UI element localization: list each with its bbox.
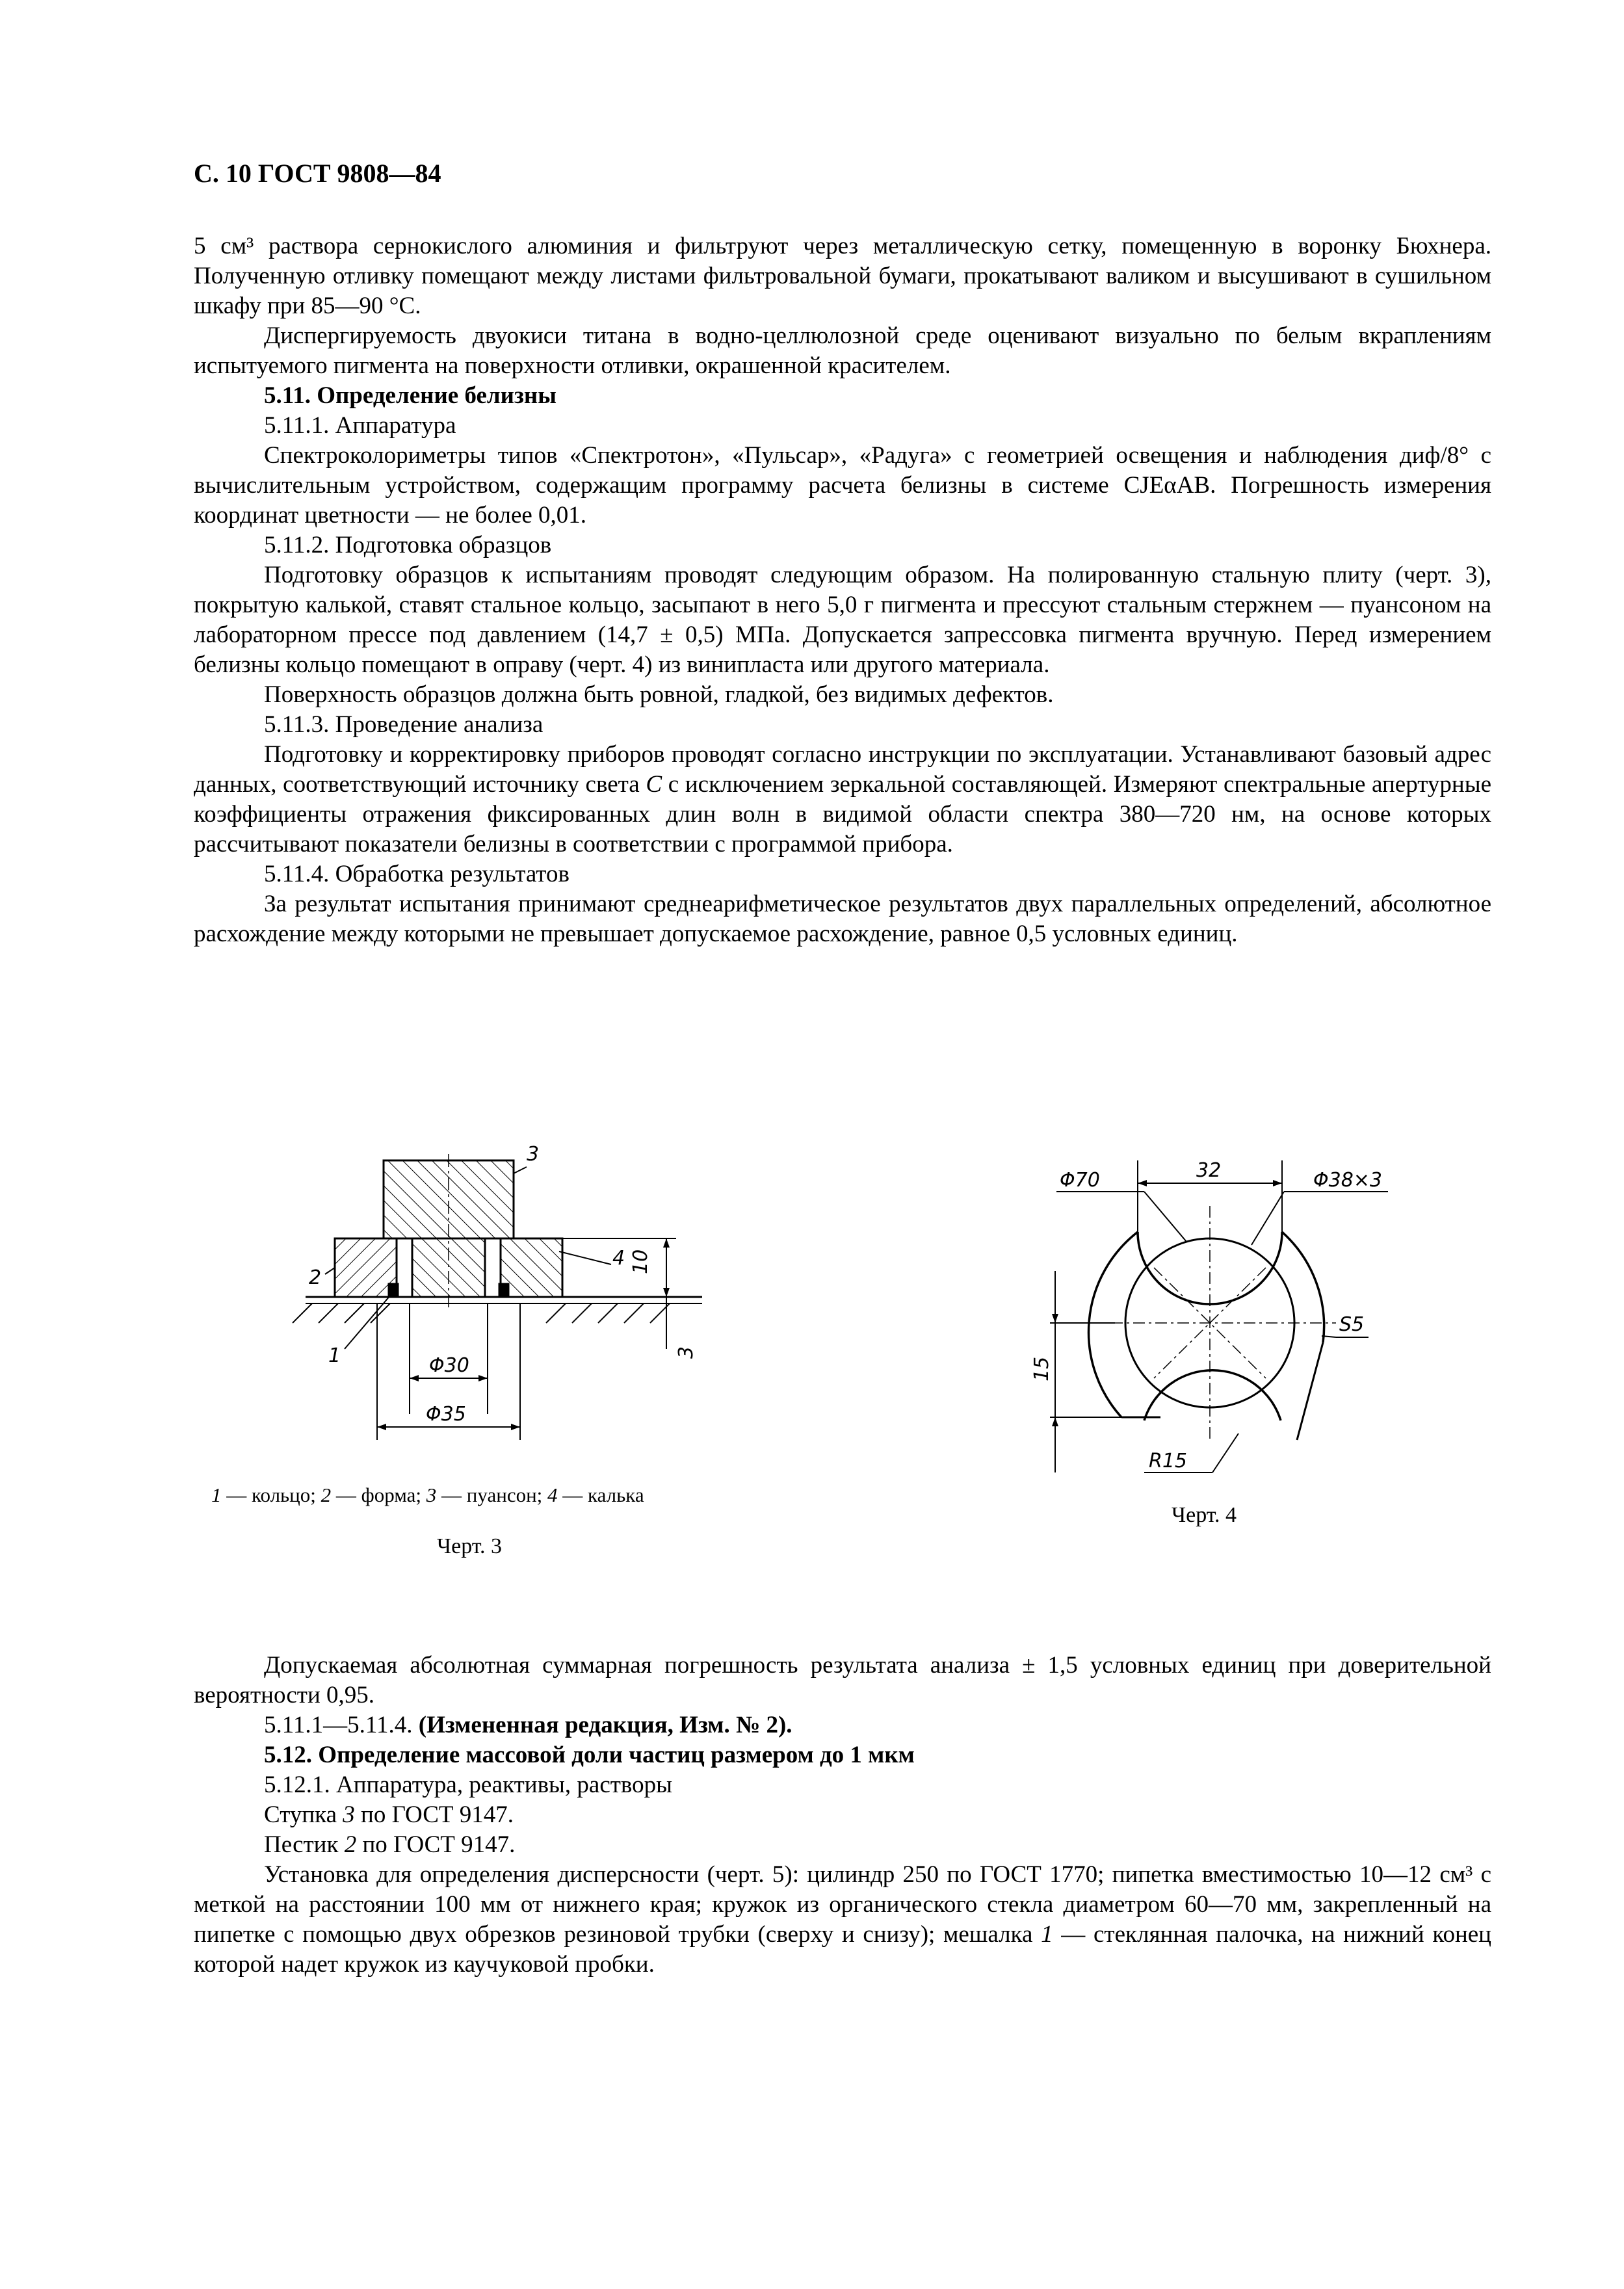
- paragraph: Поверхность образцов должна быть ровной, гладкой, без видимых дефектов.: [264, 681, 1054, 708]
- text-run: Подготовку и корректировку приборов проводят согласно инструкции по эксплуатации. Устанавливают базовый адрес данных, соответствующий источнику света: [194, 741, 1491, 798]
- dim-3: 3: [675, 1346, 698, 1359]
- paragraph: За результат испытания принимают среднеарифметическое результатов двух параллельных определений, абсолютное расхождение между которыми не превышает допускаемое расхождение, равное 0,5 условных единиц.: [194, 891, 1491, 947]
- label-4: 4: [612, 1247, 625, 1270]
- section-heading: 5.11. Определение белизны: [264, 382, 557, 409]
- legend-text: — пуансон;: [436, 1484, 548, 1506]
- label-1: 1: [328, 1344, 341, 1367]
- text-run: 5.11.1—5.11.4.: [264, 1712, 419, 1738]
- paragraph: Диспергируемость двуокиси титана в водно-целлюлозной среде оценивают визуально по белым вкраплениям испытуемого пигмента на поверхности отливки, окрашенной красителем.: [194, 322, 1491, 379]
- text-run: — стеклянная палочка, на нижний конец которой надет кружок из каучуковой пробки.: [194, 1921, 1491, 1978]
- label-2: 2: [309, 1266, 322, 1289]
- paragraph: 5 см³ раствора сернокислого алюминия и фильтруют через металлическую сетку, помещенную в воронку Бюхнера. Полученную отливку помещают между листами фильтровальной бумаги, прокатывают валиком и высушивают в сушильном шкафу при 85—90 °С.: [194, 233, 1491, 319]
- paragraph: Подготовку образцов к испытаниям проводят следующим образом. На полированную стальную плиту (черт. 3), покрытую калькой, ставят стальное кольцо, засыпают в него 5,0 г пигмента и прессуют стальным стержнем — пуансоном на лабораторном прессе под давлением (14,7 ± 0,5) МПа. Допускается запрессовка пигмента вручную. Перед измерением белизны кольцо помещают в оправу (черт. 4) из винипласта или другого материала.: [194, 562, 1491, 678]
- text-block-top: [194, 231, 1491, 949]
- figure-3-caption: Черт. 3: [437, 1534, 503, 1558]
- paragraph: [194, 1860, 1491, 1980]
- legend-num: 3: [426, 1484, 437, 1506]
- text-block-bottom: [194, 1651, 1491, 1980]
- legend-text: — калька: [557, 1484, 644, 1506]
- figure-3-drawing: [273, 1134, 741, 1466]
- text-run: 3: [343, 1801, 355, 1828]
- legend-num: 1: [211, 1484, 222, 1506]
- paragraph: [194, 740, 1491, 859]
- paragraph: [194, 1800, 1491, 1830]
- paragraph: [194, 1830, 1491, 1860]
- label-3: 3: [527, 1143, 540, 1166]
- subsection-heading: 5.11.2. Подготовка образцов: [264, 532, 552, 558]
- text-run: Установка для определения дисперсности (черт. 5): цилиндр 250 по ГОСТ 1770; пипетка вместимостью 10—12 см³ с меткой на расстоянии 100 мм от нижнего края; кружок из органического стекла диаметром 60—70 мм, закрепленный на пипетке с помощью двух обрезков резиновой трубки (сверху и снизу); мешалка: [194, 1861, 1491, 1948]
- dim-32: 32: [1196, 1159, 1222, 1182]
- text-run: С: [646, 771, 662, 798]
- dim-phi35: Φ35: [426, 1403, 466, 1426]
- dim-15: 15: [1030, 1356, 1053, 1381]
- figure-4-drawing: [998, 1134, 1447, 1498]
- text-run: Ступка: [264, 1801, 343, 1828]
- ring-right: [485, 1238, 501, 1297]
- text-run: 1: [1041, 1921, 1053, 1948]
- dim-r15: R15: [1149, 1450, 1188, 1472]
- subsection-heading: 5.11.3. Проведение анализа: [264, 711, 544, 738]
- figure-3-legend: [211, 1484, 644, 1507]
- paragraph: Спектроколориметры типов «Спектротон», «Пульсар», «Радуга» с геометрией освещения и наблюдения диф/8° с вычислительным устройством, содержащим программу расчета белизны в системе CJEαAB. Погрешность измерения координат цветности — не более 0,01.: [194, 442, 1491, 529]
- subsection-heading: 5.12.1. Аппаратура, реактивы, растворы: [264, 1772, 672, 1798]
- dim-phi70: Φ70: [1060, 1169, 1100, 1192]
- mount-outline-left: [1089, 1232, 1138, 1417]
- section-heading: 5.12. Определение массовой доли частиц размером до 1 мкм: [264, 1742, 915, 1768]
- text-run: 2: [344, 1831, 357, 1858]
- form-right: [501, 1238, 562, 1297]
- text-run: по ГОСТ 9147.: [354, 1801, 514, 1828]
- text-run: по ГОСТ 9147.: [356, 1831, 516, 1858]
- legend-text: — форма;: [331, 1484, 426, 1506]
- dim-phi38x3: Φ38×3: [1313, 1169, 1383, 1192]
- mount-outline-right: [1282, 1232, 1324, 1342]
- paragraph: [194, 1710, 1491, 1740]
- legend-text: — кольцо;: [221, 1484, 321, 1506]
- text-run: Пестик: [264, 1831, 345, 1858]
- dim-s5: S5: [1339, 1313, 1365, 1336]
- ring-left: [397, 1238, 412, 1297]
- text-run: с исключением зеркальной составляющей. Измеряют спектральные апертурные коэффициенты отражения фиксированных длин волн в видимой области спектра 380—720 нм, на основе которых рассчитывают показатели белизны в соответствии с программой прибора.: [194, 771, 1491, 857]
- figure-4-caption: Черт. 4: [1172, 1503, 1237, 1527]
- dim-10: 10: [629, 1249, 652, 1274]
- legend-num: 4: [547, 1484, 558, 1506]
- text-run: (Измененная редакция, Изм. № 2).: [418, 1712, 792, 1738]
- page-header: С. 10 ГОСТ 9808—84: [194, 159, 441, 188]
- form-left: [335, 1238, 397, 1297]
- subsection-heading: 5.11.4. Обработка результатов: [264, 861, 570, 887]
- dim-phi30: Φ30: [429, 1354, 469, 1377]
- subsection-heading: 5.11.1. Аппаратура: [264, 412, 456, 439]
- paragraph: Допускаемая абсолютная суммарная погрешность результата анализа ± 1,5 условных единиц при доверительной вероятности 0,95.: [194, 1652, 1491, 1708]
- legend-num: 2: [321, 1484, 332, 1506]
